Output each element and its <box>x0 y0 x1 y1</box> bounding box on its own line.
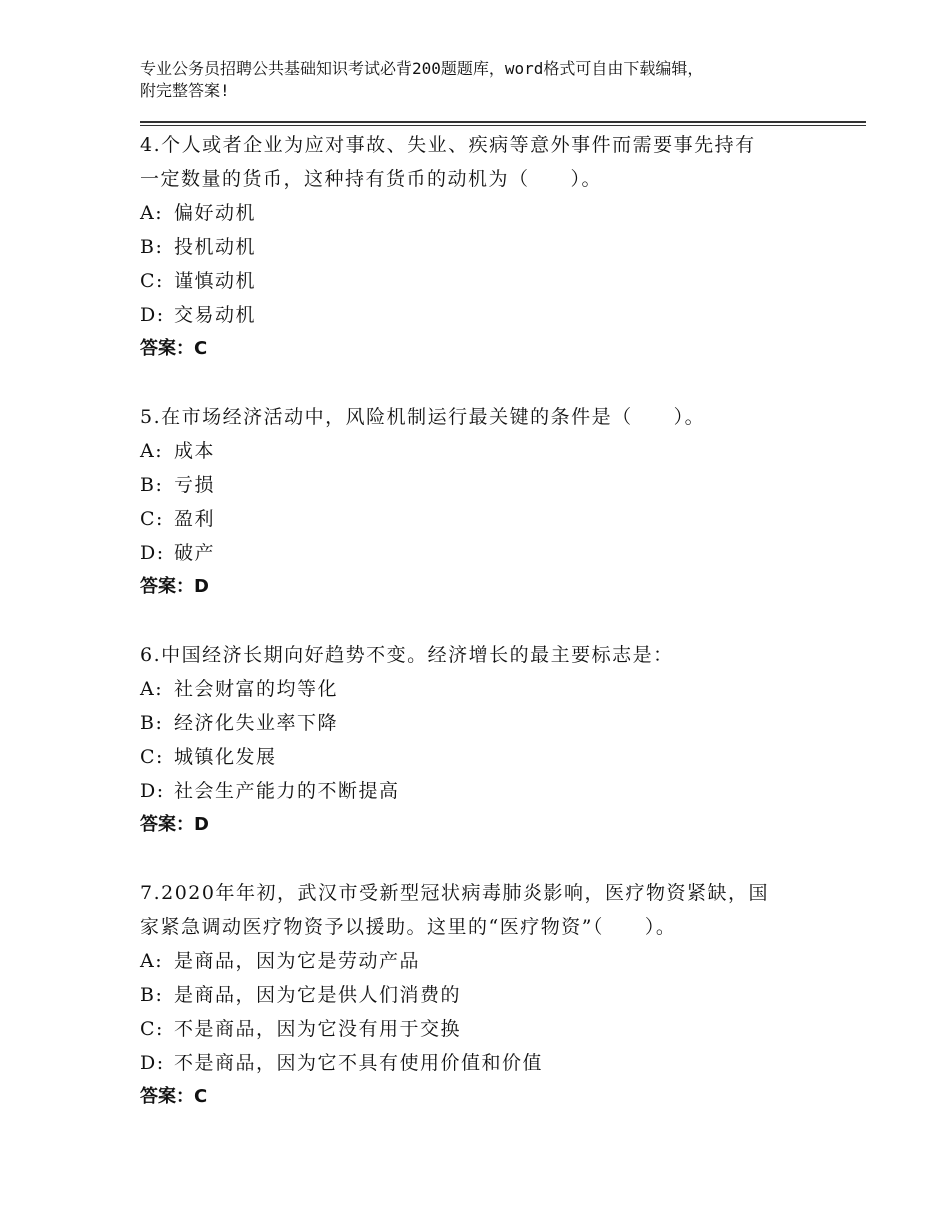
question-4 <box>140 128 820 366</box>
option-letter: C: <box>140 1018 164 1040</box>
option-text: 社会生产能力的不断提高 <box>174 780 400 802</box>
option-d <box>140 536 820 570</box>
option-text: 社会财富的均等化 <box>174 678 339 700</box>
question-list <box>140 128 820 1148</box>
option-b <box>140 706 820 740</box>
question-text-line: 4.个人或者企业为应对事故、失业、疾病等意外事件而需要事先持有 <box>140 134 756 156</box>
option-text: 破产 <box>174 542 216 564</box>
option-letter: D: <box>140 1052 165 1074</box>
option-text: 谨慎动机 <box>174 270 257 292</box>
option-text: 是商品，因为它是供人们消费的 <box>174 984 462 1006</box>
answer-label: 答案：D <box>140 814 209 835</box>
document-header <box>140 58 840 102</box>
question-6 <box>140 638 820 842</box>
option-letter: A: <box>140 950 164 972</box>
option-letter: A: <box>140 440 164 462</box>
question-text-line: 家紧急调动医疗物资予以援助。这里的“医疗物资”（ ）。 <box>140 916 677 938</box>
question-text-line: 5.在市场经济活动中，风险机制运行最关键的条件是（ ）。 <box>140 406 706 428</box>
question-text-line: 6.中国经济长期向好趋势不变。经济增长的最主要标志是： <box>140 644 674 666</box>
option-letter: D: <box>140 542 165 564</box>
question-text-line: 一定数量的货币，这种持有货币的动机为（ ）。 <box>140 168 603 190</box>
option-c <box>140 502 820 536</box>
option-text: 不是商品，因为它不具有使用价值和价值 <box>174 1052 544 1074</box>
option-a <box>140 434 820 468</box>
option-letter: C: <box>140 270 164 292</box>
option-b <box>140 230 820 264</box>
header-divider-thick <box>140 121 866 123</box>
option-letter: B: <box>140 712 164 734</box>
option-c <box>140 740 820 774</box>
option-c <box>140 1012 820 1046</box>
option-letter: C: <box>140 508 164 530</box>
answer-label: 答案：C <box>140 1086 208 1107</box>
option-text: 交易动机 <box>174 304 257 326</box>
option-b <box>140 978 820 1012</box>
option-letter: B: <box>140 236 164 258</box>
option-letter: D: <box>140 780 165 802</box>
option-letter: B: <box>140 474 164 496</box>
option-letter: A: <box>140 678 164 700</box>
option-d <box>140 1046 820 1080</box>
header-line-1: 专业公务员招聘公共基础知识考试必背200题题库，word格式可自由下载编辑， <box>140 59 704 78</box>
question-5 <box>140 400 820 604</box>
option-a <box>140 672 820 706</box>
option-text: 经济化失业率下降 <box>174 712 339 734</box>
answer-label: 答案：D <box>140 576 209 597</box>
option-b <box>140 468 820 502</box>
option-text: 是商品，因为它是劳动产品 <box>174 950 421 972</box>
option-a <box>140 196 820 230</box>
option-d <box>140 774 820 808</box>
header-line-2: 附完整答案! <box>140 81 230 100</box>
option-letter: D: <box>140 304 165 326</box>
option-text: 城镇化发展 <box>174 746 277 768</box>
option-letter: A: <box>140 202 164 224</box>
option-c <box>140 264 820 298</box>
question-7 <box>140 876 820 1114</box>
option-letter: C: <box>140 746 164 768</box>
question-text-line: 7.2020年年初，武汉市受新型冠状病毒肺炎影响，医疗物资紧缺，国 <box>140 882 769 904</box>
option-text: 不是商品，因为它没有用于交换 <box>174 1018 462 1040</box>
option-a <box>140 944 820 978</box>
option-text: 盈利 <box>174 508 216 530</box>
option-d <box>140 298 820 332</box>
option-text: 亏损 <box>174 474 216 496</box>
option-text: 偏好动机 <box>174 202 257 224</box>
option-text: 成本 <box>174 440 216 462</box>
answer-label: 答案：C <box>140 338 208 359</box>
option-letter: B: <box>140 984 164 1006</box>
option-text: 投机动机 <box>174 236 257 258</box>
header-divider-thin <box>140 125 866 126</box>
